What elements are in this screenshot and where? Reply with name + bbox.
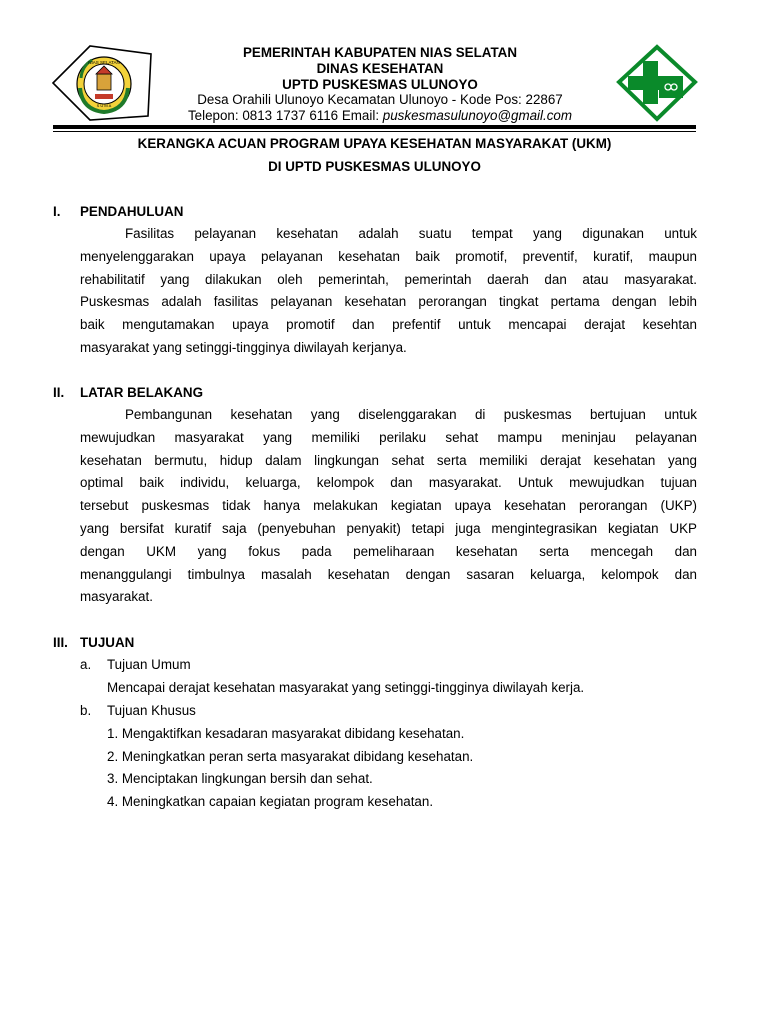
list-item: 2. Meningkatkan peran serta masyarakat dibidang kesehatan. xyxy=(107,749,474,764)
document-title-line2: DI UPTD PUSKESMAS ULUNOYO xyxy=(268,159,481,174)
tujuan-umum-label: a. xyxy=(80,657,92,672)
paragraph-line: mewujudkan masyarakat yang memiliki perilaku sehat mampu meninjau pelayanan xyxy=(80,429,697,445)
paragraph-line: optimal baik individu, keluarga, kelompok dan masyarakat. Untuk mewujudkan tujuan xyxy=(80,475,697,491)
crest-text-top: NIAS SELATAN xyxy=(88,60,120,65)
paragraph-line: Fasilitas pelayanan kesehatan adalah suatu tempat yang digunakan untuk xyxy=(125,226,697,241)
tujuan-khusus-title: Tujuan Khusus xyxy=(107,703,196,718)
letterhead-unit: UPTD PUSKESMAS ULUNOYO xyxy=(282,76,478,92)
letterhead xyxy=(150,45,610,124)
tujuan-khusus-label: b. xyxy=(80,703,92,718)
paragraph-line: baik mengutamakan upaya promotif dan prefentif untuk mencapai derajat kesehtan xyxy=(80,317,697,333)
section-1-paragraph xyxy=(80,223,697,360)
paragraph-line: dengan UKM yang fokus pada pemeliharaan kesehatan serta mencegah dan xyxy=(80,543,697,559)
puskesmas-cross-icon xyxy=(614,44,700,122)
tujuan-umum-title: Tujuan Umum xyxy=(107,657,191,672)
section-2-number: II. xyxy=(53,385,65,400)
section-3-title: TUJUAN xyxy=(80,635,135,650)
letterhead-divider-thick xyxy=(53,125,696,129)
list-item: 1. Mengaktifkan kesadaran masyarakat dibidang kesehatan. xyxy=(107,726,465,741)
section-3-number: III. xyxy=(53,635,68,650)
tujuan-umum-text: Mencapai derajat kesehatan masyarakat yang setinggi-tingginya diwilayah kerja. xyxy=(107,680,585,695)
paragraph-line: masyarakat yang setinggi-tingginya diwilayah kerjanya. xyxy=(80,339,407,355)
paragraph-line: tersebut puskesmas tidak hanya melakukan kegiatan upaya kesehatan perorangan (UKP) xyxy=(80,498,697,514)
section-2-title: LATAR BELAKANG xyxy=(80,385,203,400)
nias-selatan-crest-icon xyxy=(52,44,154,122)
letterhead-email: puskesmasulunoyo@gmail.com xyxy=(382,108,573,124)
paragraph-line: Pembangunan kesehatan yang diselenggarakan di puskesmas bertujuan untuk xyxy=(125,407,697,422)
paragraph-line: rehabilitatif yang dilakukan oleh pemerintah, pemerintah daerah dan atau masyarakat. xyxy=(80,271,697,287)
paragraph-line: kesehatan bermutu, hidup dalam lingkungan sehat serta memiliki derajat kesehatan yang xyxy=(80,452,697,468)
paragraph-line: masyarakat. xyxy=(80,589,153,605)
crest-text-bottom: S U M A xyxy=(96,103,112,108)
paragraph-line: Puskesmas adalah fasilitas pelayanan kesehatan perorangan tingkat pertama dengan lebih xyxy=(80,294,697,310)
section-1-title: PENDAHULUAN xyxy=(80,204,184,219)
section-1-number: I. xyxy=(53,204,61,219)
paragraph-line: menanggulangi timbulnya masalah kesehatan dengan sasaran keluarga, kelompok dan xyxy=(80,566,697,582)
document-title-line1: KERANGKA ACUAN PROGRAM UPAYA KESEHATAN MASYARAKAT (UKM) xyxy=(137,136,612,151)
letterhead-government: PEMERINTAH KABUPATEN NIAS SELATAN xyxy=(242,45,517,60)
paragraph-line: menyelenggarakan upaya pelayanan kesehatan baik promotif, preventif, kuratif, maupun xyxy=(80,248,697,264)
letterhead-phone: Telepon: 0813 1737 6116 Email: xyxy=(187,108,383,124)
letterhead-divider-thin xyxy=(53,131,696,132)
paragraph-line: yang bersifat kuratif saja (penyebuhan penyakit) tetapi juga mengintegrasikan kegiatan UKP xyxy=(80,520,697,536)
letterhead-agency: DINAS KESEHATAN xyxy=(316,60,444,76)
section-2-paragraph xyxy=(80,404,697,609)
list-item: 3. Menciptakan lingkungan bersih dan sehat. xyxy=(107,771,373,786)
letterhead-contact xyxy=(150,108,610,124)
list-item: 4. Meningkatkan capaian kegiatan program kesehatan. xyxy=(107,794,434,809)
letterhead-address: Desa Orahili Ulunoyo Kecamatan Ulunoyo - Kode Pos: 22867 xyxy=(197,92,563,108)
